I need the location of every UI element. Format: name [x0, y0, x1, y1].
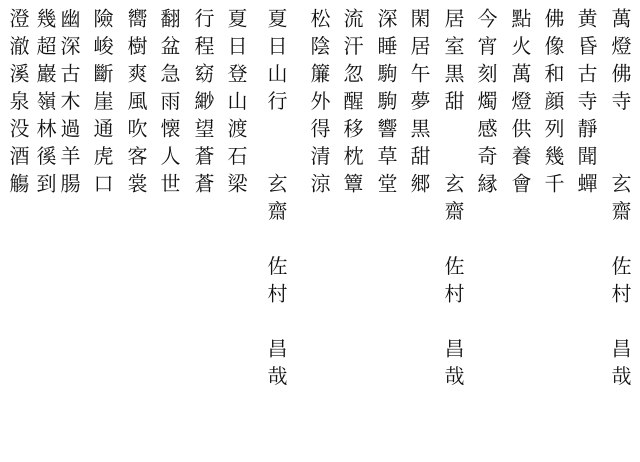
poem-2-line-2: 深睡駒駒響草堂	[374, 8, 398, 201]
poem-1-line-1: 黄昏古寺靜聞蟬	[574, 8, 598, 201]
poem-3-line-4: 嚮樹爽風吹客裳	[124, 8, 148, 201]
poem-3-line-7: 幾超巖嶺林徯到	[33, 8, 57, 201]
poem-2-header: 居室黒甜 玄齋 佐村 昌哉	[441, 8, 465, 393]
poem-1-line-3: 點火萬燈供養會	[508, 8, 532, 201]
poem-1-line-2: 佛像和顔列幾千	[541, 8, 565, 201]
poem-3-line-5: 險峻斷崖通虎口	[90, 8, 114, 201]
poem-1-line-4: 今宵刻燭感奇縁	[474, 8, 498, 201]
poem-3-line-3: 翻盆急雨懐人世	[157, 8, 181, 201]
poem-1-header: 萬燈佛寺 玄齋 佐村 昌哉	[608, 8, 632, 393]
poem-2-line-4: 松陰簾外得清涼	[307, 8, 331, 201]
poem-3-line-2: 行程窈緲望蒼蒼	[191, 8, 215, 201]
poem-3-header: 夏日山行 玄齋 佐村 昌哉	[264, 8, 288, 393]
poem-3-line-8: 澄澈溪泉没酒觴	[6, 8, 30, 201]
poem-3-line-6: 幽深古木過羊腸	[57, 8, 81, 201]
poem-3-line-1: 夏日登山渡石梁	[224, 8, 248, 201]
poem-2-line-1: 閑居午夢黒甜郷	[407, 8, 431, 201]
poem-2-line-3: 流汗忽醒移枕簟	[340, 8, 364, 201]
